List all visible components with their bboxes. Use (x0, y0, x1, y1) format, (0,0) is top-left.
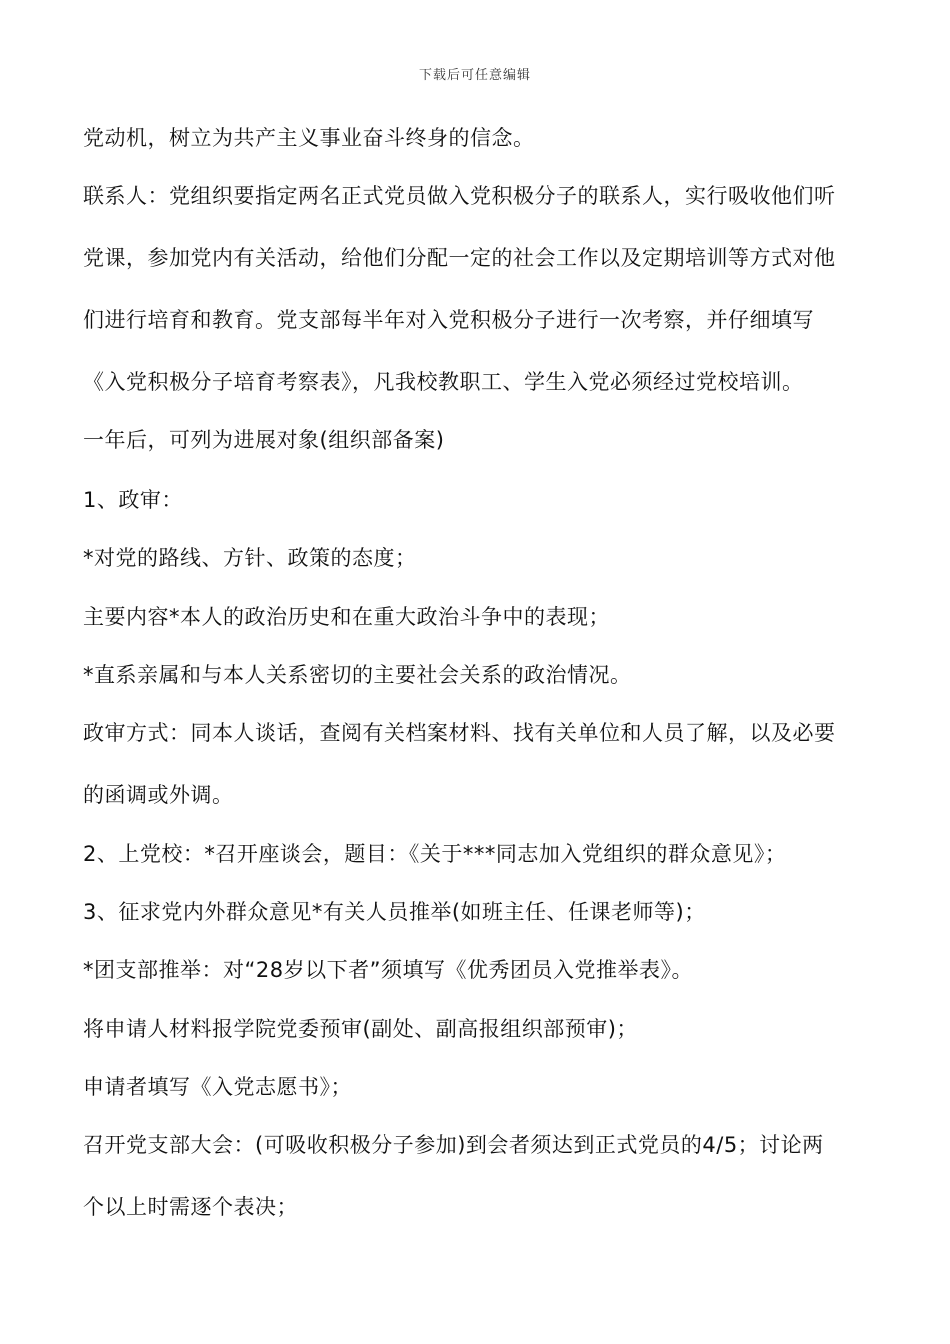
text-line: *团支部推举：对“28岁以下者”须填写《优秀团员入党推举表》。 (83, 958, 693, 982)
text-line: 1、政审： (83, 488, 183, 512)
text-line: 个以上时需逐个表决； (83, 1195, 298, 1219)
text-line: 将申请人材料报学院党委预审(副处、副高报组织部预审)； (83, 1017, 638, 1041)
text-line: 《入党积极分子培育考察表》，凡我校教职工、学生入党必须经过党校培训。 (83, 370, 804, 394)
text-line: 联系人：党组织要指定两名正式党员做入党积极分子的联系人，实行吸收他们听 (83, 184, 836, 208)
text-line: 党动机，树立为共产主义事业奋斗终身的信念。 (83, 126, 535, 150)
page-header: 下载后可任意编辑 (418, 68, 531, 83)
text-line: 政审方式：同本人谈话，查阅有关档案材料、找有关单位和人员了解，以及必要 (83, 721, 836, 745)
text-line: 主要内容*本人的政治历史和在重大政治斗争中的表现； (83, 605, 610, 629)
text-line: 的函调或外调。 (83, 783, 234, 807)
text-line: *直系亲属和与本人关系密切的主要社会关系的政治情况。 (83, 663, 632, 687)
text-line: 2、上党校：*召开座谈会，题目：《关于***同志加入党组织的群众意见》； (83, 842, 787, 866)
text-line: 召开党支部大会：(可吸收积极分子参加)到会者须达到正式党员的4/5；讨论两 (83, 1133, 824, 1157)
text-line: *对党的路线、方针、政策的态度； (83, 546, 417, 570)
text-line: 党课，参加党内有关活动，给他们分配一定的社会工作以及定期培训等方式对他 (83, 246, 836, 270)
text-line: 们进行培育和教育。党支部每半年对入党积极分子进行一次考察，并仔细填写 (83, 308, 814, 332)
text-line: 一年后，可列为进展对象(组织部备案) (83, 428, 445, 452)
text-line: 申请者填写《入党志愿书》； (83, 1075, 352, 1099)
text-line: 3、征求党内外群众意见*有关人员推举(如班主任、任课老师等)； (83, 900, 706, 924)
